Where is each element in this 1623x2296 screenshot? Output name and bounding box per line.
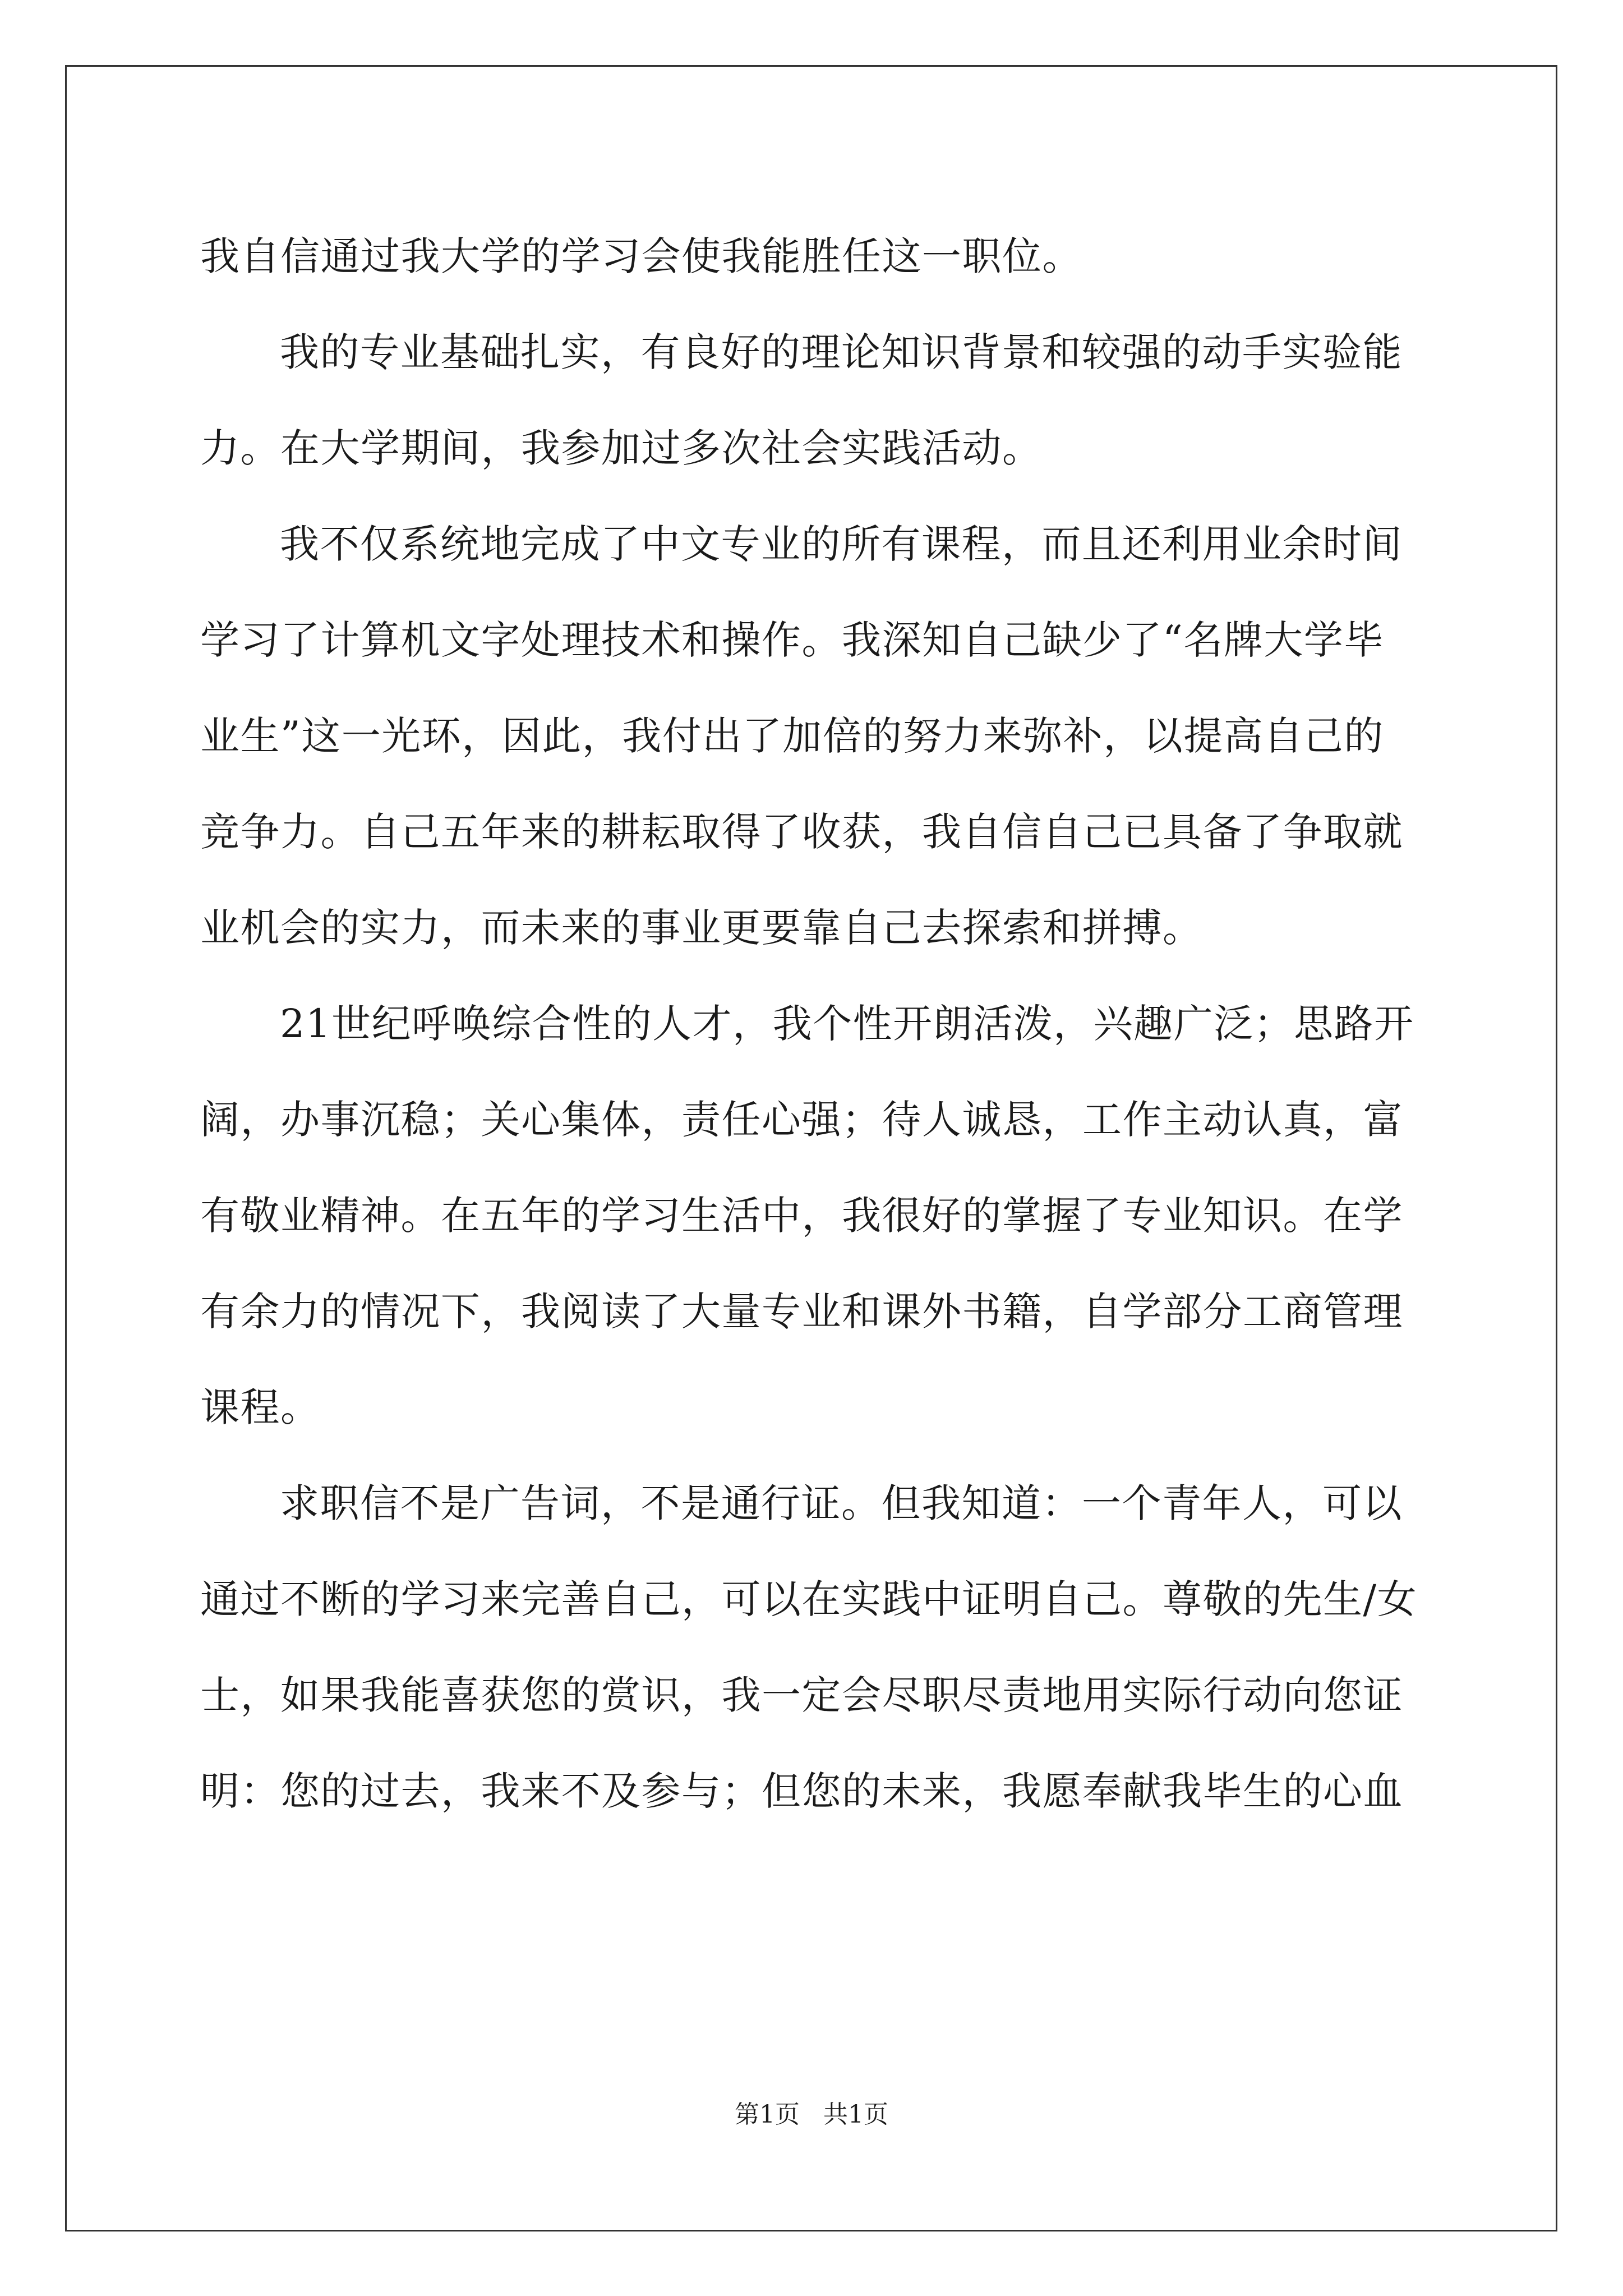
text-line: 力。在大学期间，我参加过多次社会实践活动。 bbox=[200, 425, 1043, 471]
page-count: 共1页 bbox=[823, 2100, 888, 2129]
page-footer bbox=[0, 2098, 1623, 2132]
document-body bbox=[200, 209, 1434, 1839]
text-line: 竞争力。自己五年来的耕耘取得了收获，我自信自己已具备了争取就 bbox=[200, 809, 1403, 855]
page-number: 第1页 bbox=[735, 2100, 800, 2129]
text-line: 我自信通过我大学的学习会使我能胜任这一职位。 bbox=[200, 233, 1082, 279]
text-line: 我的专业基础扎实，有良好的理论知识背景和较强的动手实验能 bbox=[280, 329, 1403, 375]
text-line: 有敬业精神。在五年的学习生活中，我很好的掌握了专业知识。在学 bbox=[200, 1193, 1403, 1239]
text-line: 学习了计算机文字处理技术和操作。我深知自己缺少了“名牌大学毕 bbox=[200, 617, 1384, 663]
text-line: 课程。 bbox=[200, 1384, 321, 1430]
text-line: 21世纪呼唤综合性的人才，我个性开朗活泼，兴趣广泛；思路开 bbox=[280, 1001, 1414, 1047]
text-line: 阔，办事沉稳；关心集体，责任心强；待人诚恳，工作主动认真，富 bbox=[200, 1097, 1403, 1143]
text-line: 通过不断的学习来完善自己，可以在实践中证明自己。尊敬的先生/女 bbox=[200, 1576, 1418, 1622]
text-line: 士，如果我能喜获您的赏识，我一定会尽职尽责地用实际行动向您证 bbox=[200, 1672, 1403, 1718]
text-line: 求职信不是广告词，不是通行证。但我知道：一个青年人，可以 bbox=[280, 1480, 1403, 1526]
text-line: 业生”这一光环，因此，我付出了加倍的努力来弥补，以提高自己的 bbox=[200, 713, 1384, 759]
text-line: 我不仅系统地完成了中文专业的所有课程，而且还利用业余时间 bbox=[280, 521, 1403, 567]
text-line: 明：您的过去，我来不及参与；但您的未来，我愿奉献我毕生的心血 bbox=[200, 1768, 1403, 1814]
text-line: 业机会的实力，而未来的事业更要靠自己去探索和拼搏。 bbox=[200, 905, 1203, 951]
text-line: 有余力的情况下，我阅读了大量专业和课外书籍，自学部分工商管理 bbox=[200, 1289, 1403, 1335]
